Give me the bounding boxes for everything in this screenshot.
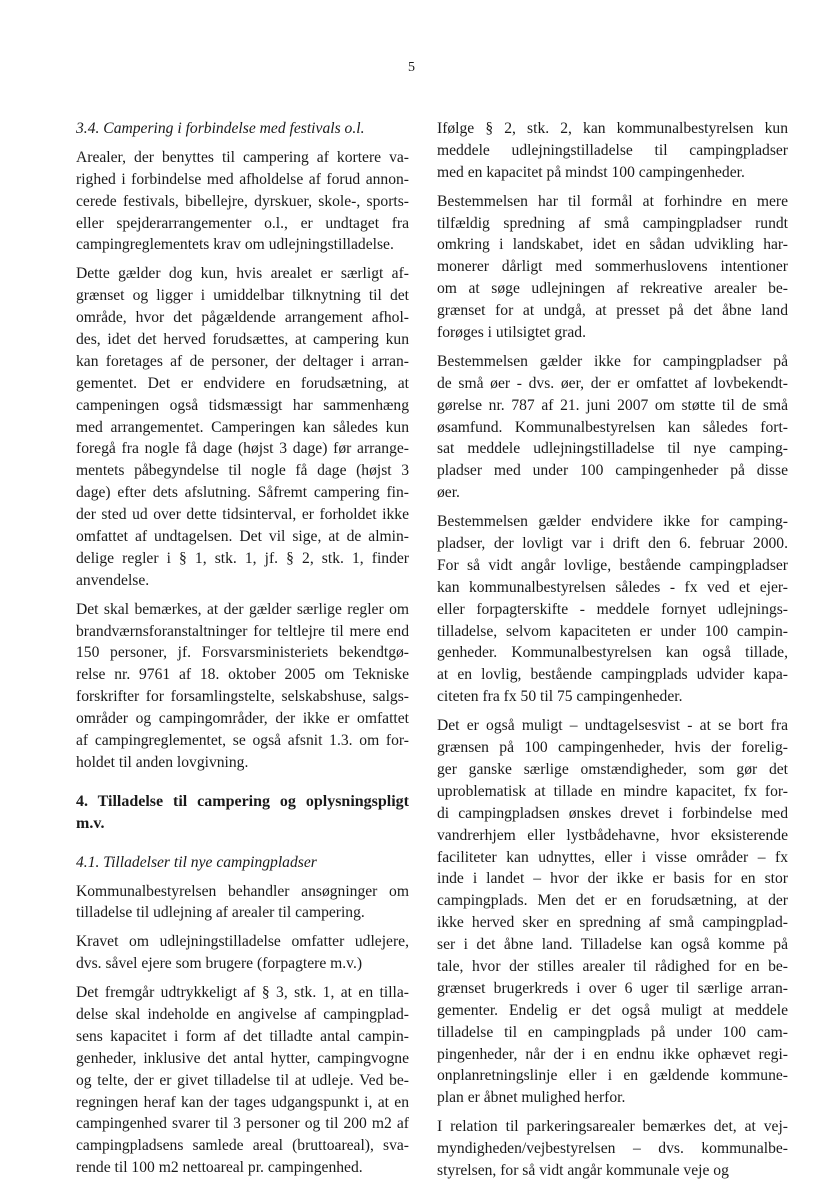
text-line: myndigheden/vejbestyrelsen – dvs. kommunalbe- <box>437 1140 788 1158</box>
text-line: plan er åbnet mulighed herfor. <box>437 1089 626 1107</box>
text-line: med arrangementet. Camperingen kan således kun <box>76 418 409 436</box>
text-line: campingenhed svarer til 3 personer og til 200 m2 af <box>76 1115 409 1133</box>
paragraph <box>76 881 409 925</box>
text-line: eller spejderarrangementer o.l., er undtaget fra <box>76 214 409 232</box>
text-line: genheder, inklusive det antal hytter, campingvogne <box>76 1049 409 1067</box>
text-line: område, hvor det pågældende arrangement afhol- <box>76 309 409 327</box>
paragraph <box>76 263 409 591</box>
text-line: sat meddele udlejningstilladelse til nye camping- <box>437 440 788 458</box>
section-4-heading <box>76 791 409 835</box>
text-line: tilfældig spredning af små campingpladser rundt <box>437 214 788 232</box>
text-line: pladser med under 100 campingenheder på disse <box>437 462 788 480</box>
text-line: gørelse nr. 787 af 21. juni 2007 om støtte til de små <box>437 396 788 414</box>
text-line: ikke herved sker en spredning af små campingplad- <box>437 914 788 932</box>
text-line: tilladelse til udlejning af arealer til campering. <box>76 904 365 922</box>
text-line: delse skal indeholde en angivelse af campingplad- <box>76 1005 409 1023</box>
text-line: om at søge udlejningen af rekreative arealer be- <box>437 280 788 298</box>
text-line: grænset og ligger i umiddelbar tilknytning til det <box>76 287 409 305</box>
text-line: Det er også muligt – undtagelsesvist - at se bort fra <box>437 717 788 735</box>
text-line: Dette gælder dog kun, hvis arealet er særligt af- <box>76 265 409 283</box>
text-line: 4. Tilladelse til campering og oplysningspligt <box>76 792 409 810</box>
heading-text: 3.4. Campering i forbindelse med festivals o.l. <box>76 120 365 137</box>
paragraph <box>437 191 788 344</box>
paragraph <box>437 351 788 504</box>
text-line: tilladelse, selvom kapaciteten er under 100 campin- <box>437 622 788 640</box>
text-line: campeningen også tidsmæssigt har sammenhæng <box>76 396 409 414</box>
text-line: gementet. Det er endvidere en forudsætning, at <box>76 374 409 392</box>
section-3-4-heading <box>76 118 409 140</box>
text-line: genheder. Kommunalbestyrelsen kan også tillade, <box>437 644 788 662</box>
text-line: relse nr. 9761 af 18. oktober 2005 om Tekniske <box>76 666 409 684</box>
left-column <box>76 118 409 1186</box>
text-line: citeten fra fx 50 til 75 campingenheder. <box>437 688 683 706</box>
text-line: Ifølge § 2, stk. 2, kan kommunalbestyrelsen kun <box>437 120 788 137</box>
page-number: 5 <box>408 60 415 75</box>
text-line: di campingpladsen ønskes drevet i forbindelse med <box>437 804 788 822</box>
text-line: holdet til anden lovgivning. <box>76 753 249 771</box>
text-line: gementer. Endelig er det også muligt at meddele <box>437 1001 788 1019</box>
text-line: vandrerhjem eller lystbådehavne, hvor eksisterende <box>437 826 788 844</box>
text-line: af campingreglementet, se også afsnit 1.3. om for- <box>76 732 409 750</box>
text-line: Det skal bemærkes, at der gælder særlige regler om <box>76 600 409 618</box>
text-line: områder og campingområder, der ikke er omfattet <box>76 710 409 728</box>
paragraph <box>437 511 788 708</box>
text-line: sens kapacitet i form af det tilladte antal campin- <box>76 1027 409 1045</box>
text-line: eller forpagterskifte - meddele fornyet udlejnings- <box>437 600 788 618</box>
text-line: rende til 100 m2 nettoareal pr. campingenhed. <box>76 1159 363 1177</box>
text-line: brandværnsforanstaltninger for teltlejre til mere end <box>76 622 409 640</box>
text-line: monerer dårligt med sommerhuslovens intentioner <box>437 258 788 276</box>
section-4-1-heading <box>76 852 409 874</box>
text-line: Bestemmelsen gælder ikke for campingpladser på <box>437 352 788 370</box>
text-line: Kommunalbestyrelsen behandler ansøgninger om <box>76 882 409 900</box>
text-line: m.v. <box>76 814 105 832</box>
text-line: at en lovlig, bestående campingplads udvider kapa- <box>437 666 788 684</box>
text-line: pingenheder, når der i en endnu ikke ophævet regi- <box>437 1045 788 1063</box>
text-line: forskrifter for forsamlingstelte, selskabshuse, salgs- <box>76 688 409 706</box>
text-line: campingreglementets krav om udlejningstilladelse. <box>76 236 394 254</box>
text-line: ger ganske særlige omstændigheder, som gør det <box>437 760 788 778</box>
text-line: mentets påbegyndelse til nogle få dage (højst 3 <box>76 462 409 480</box>
text-line: des, idet det herved forudsættes, at campering kun <box>76 331 409 349</box>
text-line: Det fremgår udtrykkeligt af § 3, stk. 1, at en tilla- <box>76 984 409 1002</box>
text-line: forøges i utilsigtet grad. <box>437 324 586 342</box>
text-line: regningen heraf kan der tages udgangspunkt i, at en <box>76 1093 409 1111</box>
text-line: foregå fra nogle få dage (højst 3 dage) før arrange- <box>76 440 409 458</box>
paragraph <box>437 715 788 1109</box>
paragraph <box>437 1116 788 1182</box>
text-line: righed i forbindelse med afholdelse af forud annon- <box>76 170 409 188</box>
text-line: Arealer, der benyttes til campering af kortere va- <box>76 148 409 166</box>
text-line: 150 personer, jf. Forsvarsministeriets bekendtgø- <box>76 644 409 662</box>
text-line: delige regler i § 1, stk. 1, jf. § 2, stk. 1, finder <box>76 549 409 567</box>
text-line: de små øer - dvs. øer, der er omfattet af lovbekendt- <box>437 374 788 392</box>
text-line: omfattet af undtagelsen. Det vil sige, at de almin- <box>76 528 409 546</box>
text-line: styrelsen, for så vidt angår kommunale veje og <box>437 1161 729 1179</box>
text-line: tale, hvor der stilles arealer til rådighed for en be- <box>437 957 788 975</box>
text-line: grænset for at undgå, at presset på det åbne land <box>437 302 788 320</box>
text-line: Kravet om udlejningstilladelse omfatter udlejere, <box>76 933 409 951</box>
text-line: campingplads. Men det er en forudsætning, at der <box>437 892 788 910</box>
text-line: anvendelse. <box>76 571 150 589</box>
text-line: I relation til parkeringsarealer bemærkes det, at vej- <box>437 1118 788 1136</box>
text-line: kan kommunalbestyrelsen således - fx ved et ejer- <box>437 578 788 596</box>
text-line: grænset brugerkreds i over 6 uger til særlige arran- <box>437 979 788 997</box>
text-line: faciliteter kan udnyttes, eller i visse områder – fx <box>437 848 788 866</box>
text-line: For så vidt angår lovlige, bestående campingpladser <box>437 556 788 574</box>
text-line: omkring i landskabet, idet en sådan udvikling har- <box>437 236 788 254</box>
right-column <box>437 118 788 1189</box>
text-line: campingpladsens samlede areal (bruttoareal), sva- <box>76 1137 409 1155</box>
text-line: pladser, der lovligt var i drift den 6. februar 2000. <box>437 535 788 553</box>
paragraph <box>76 147 409 256</box>
text-line: tilladelse til en campingplads på under 100 cam- <box>437 1023 788 1041</box>
text-line: og telte, der er givet tilladelse til at udleje. Ved be- <box>76 1071 409 1089</box>
text-line: Bestemmelsen gælder endvidere ikke for camping- <box>437 513 788 531</box>
paragraph <box>76 931 409 975</box>
text-line: inde i landet – hvor der ikke er basis for en stor <box>437 870 788 888</box>
text-line: kan foretages af de personer, der deltager i arran- <box>76 352 409 370</box>
paragraph <box>437 118 788 184</box>
text-line: onplanretningslinje eller i en gældende kommune- <box>437 1067 788 1085</box>
heading-text: 4.1. Tilladelser til nye campingpladser <box>76 853 317 871</box>
text-line: der sted ud over dette tidsinterval, er forholdet ikke <box>76 506 409 524</box>
text-line: øsamfund. Kommunalbestyrelsen kan således fort- <box>437 418 788 436</box>
text-line: Bestemmelsen har til formål at forhindre en mere <box>437 192 788 210</box>
text-line: dvs. såvel ejere som brugere (forpagtere m.v.) <box>76 955 363 973</box>
text-line: dage) efter dets afslutning. Såfremt campering fin- <box>76 484 409 502</box>
paragraph <box>76 982 409 1179</box>
text-line: meddele udlejningstilladelse til campingpladser <box>437 141 788 159</box>
text-line: ser i det åbne land. Tilladelse kan også komme på <box>437 936 788 954</box>
text-line: med en kapacitet på mindst 100 campingenheder. <box>437 163 745 181</box>
text-line: uproblematisk at tillade en mindre kapacitet, fx for- <box>437 782 788 800</box>
text-line: øer. <box>437 484 460 502</box>
text-line: cerede festivals, bibellejre, dyrskuer, skole-, sports- <box>76 192 409 210</box>
paragraph <box>76 599 409 774</box>
text-line: grænsen på 100 campingenheder, hvis der forelig- <box>437 739 788 757</box>
